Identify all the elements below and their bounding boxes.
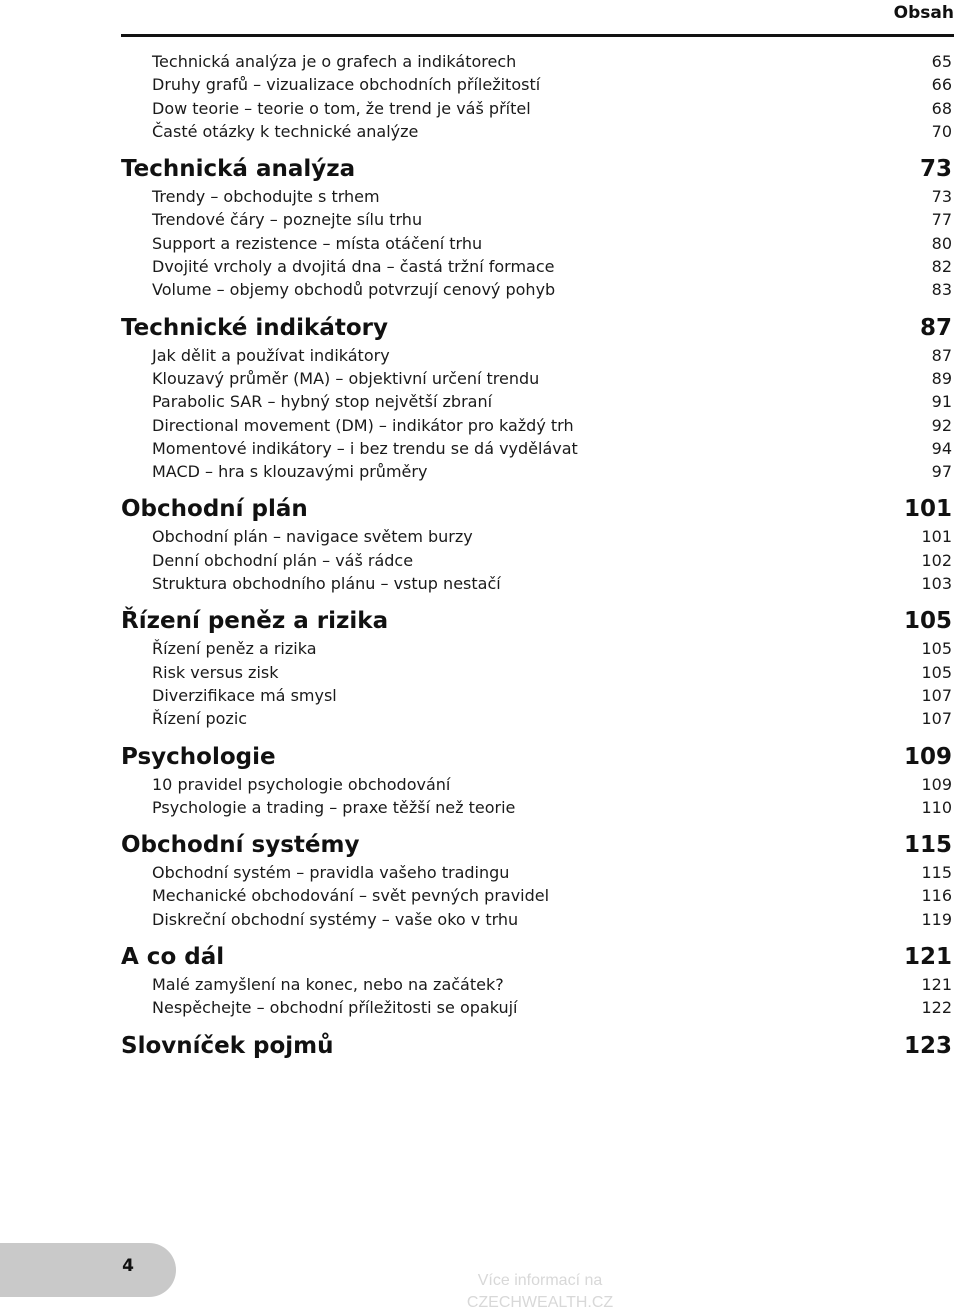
toc-entry xyxy=(0,414,960,437)
toc-entry xyxy=(0,549,960,572)
entry-page-number: 94 xyxy=(931,438,952,458)
entry-title: 10 pravidel psychologie obchodování xyxy=(152,774,451,794)
toc-entry xyxy=(0,908,960,931)
entry-page-number: 73 xyxy=(931,187,952,207)
chapter-title: A co dál xyxy=(121,944,225,971)
entry-page-number: 122 xyxy=(921,998,952,1018)
entry-title: Support a rezistence – místa otáčení trhu xyxy=(152,233,483,253)
entry-page-number: 66 xyxy=(931,75,952,95)
toc-entry xyxy=(0,278,960,301)
chapter-title: Obchodní systémy xyxy=(121,832,360,859)
toc-section xyxy=(0,50,960,143)
toc-entry xyxy=(0,684,960,707)
toc-entry xyxy=(0,50,960,73)
toc-entry xyxy=(0,996,960,1019)
toc-chapter-heading xyxy=(0,942,960,973)
entry-title: Mechanické obchodování – svět pevných pravidel xyxy=(152,886,550,906)
entry-page-number: 87 xyxy=(931,345,952,365)
entry-page-number: 105 xyxy=(921,639,952,659)
chapter-page-number: 105 xyxy=(903,608,952,635)
entry-title: Parabolic SAR – hybný stop největší zbraní xyxy=(152,392,493,412)
entry-title: Risk versus zisk xyxy=(152,662,279,682)
entry-page-number: 70 xyxy=(931,121,952,141)
entry-page-number: 107 xyxy=(921,685,952,705)
chapter-page-number: 109 xyxy=(903,743,952,770)
toc-entry xyxy=(0,884,960,907)
entry-page-number: 115 xyxy=(921,863,952,883)
toc-entry xyxy=(0,390,960,413)
entry-title: Volume – objemy obchodů potvrzují cenový pohyb xyxy=(152,280,556,300)
entry-title: Diskreční obchodní systémy – vaše oko v trhu xyxy=(152,909,519,929)
toc-section xyxy=(0,830,960,931)
toc-entry xyxy=(0,973,960,996)
entry-title: Trendové čáry – poznejte sílu trhu xyxy=(152,210,423,230)
chapter-page-number: 123 xyxy=(903,1032,952,1059)
toc-section xyxy=(0,313,960,484)
entry-page-number: 77 xyxy=(931,210,952,230)
page-number: 4 xyxy=(122,1256,134,1276)
page-number-tab xyxy=(0,1243,176,1297)
entry-page-number: 82 xyxy=(931,257,952,277)
entry-title: Jak dělit a používat indikátory xyxy=(152,345,390,365)
table-of-contents xyxy=(0,50,960,1073)
entry-title: Druhy grafů – vizualizace obchodních příležitostí xyxy=(152,75,541,95)
toc-section xyxy=(0,942,960,1020)
chapter-page-number: 101 xyxy=(903,496,952,523)
toc-entry xyxy=(0,796,960,819)
chapter-page-number: 87 xyxy=(919,314,952,341)
toc-entry xyxy=(0,661,960,684)
entry-page-number: 103 xyxy=(921,574,952,594)
entry-title: Obchodní plán – navigace světem burzy xyxy=(152,527,473,547)
entry-title: Psychologie a trading – praxe těžší než teorie xyxy=(152,797,516,817)
entry-title: Directional movement (DM) – indikátor pro každý trh xyxy=(152,415,574,435)
toc-section xyxy=(0,154,960,301)
entry-page-number: 65 xyxy=(931,52,952,71)
entry-page-number: 89 xyxy=(931,368,952,388)
entry-title: Dow teorie – teorie o tom, že trend je váš přítel xyxy=(152,98,531,118)
toc-entry xyxy=(0,344,960,367)
entry-page-number: 80 xyxy=(931,233,952,253)
toc-entry xyxy=(0,232,960,255)
toc-chapter-heading xyxy=(0,1031,960,1062)
chapter-title: Technická analýza xyxy=(121,156,356,183)
entry-page-number: 97 xyxy=(931,462,952,482)
toc-entry xyxy=(0,460,960,483)
chapter-title: Psychologie xyxy=(121,743,276,770)
toc-chapter-heading xyxy=(0,313,960,344)
toc-entry xyxy=(0,773,960,796)
entry-page-number: 83 xyxy=(931,280,952,300)
entry-title: Nespěchejte – obchodní příležitosti se opakují xyxy=(152,998,518,1018)
entry-title: Řízení peněz a rizika xyxy=(152,639,317,659)
toc-entry xyxy=(0,707,960,730)
toc-entry xyxy=(0,185,960,208)
entry-page-number: 121 xyxy=(921,975,952,995)
entry-title: Malé zamyšlení na konec, nebo na začátek? xyxy=(152,975,504,995)
toc-section xyxy=(0,742,960,820)
entry-page-number: 107 xyxy=(921,709,952,729)
toc-entry xyxy=(0,637,960,660)
entry-title: Obchodní systém – pravidla vašeho tradingu xyxy=(152,863,510,883)
entry-page-number: 109 xyxy=(921,774,952,794)
toc-entry xyxy=(0,73,960,96)
header-rule xyxy=(121,34,954,37)
entry-title: Trendy – obchodujte s trhem xyxy=(152,187,380,207)
entry-title: Denní obchodní plán – váš rádce xyxy=(152,550,414,570)
entry-title: Diverzifikace má smysl xyxy=(152,685,337,705)
toc-chapter-heading xyxy=(0,606,960,637)
toc-entry xyxy=(0,367,960,390)
toc-entry xyxy=(0,525,960,548)
toc-entry xyxy=(0,572,960,595)
entry-page-number: 101 xyxy=(921,527,952,547)
entry-page-number: 116 xyxy=(921,886,952,906)
page-section-title: Obsah xyxy=(893,3,954,23)
entry-title: MACD – hra s klouzavými průměry xyxy=(152,462,428,482)
watermark-line-2: CZECHWEALTH.CZ xyxy=(466,1294,614,1311)
toc-section xyxy=(0,1031,960,1062)
toc-entry xyxy=(0,97,960,120)
toc-entry xyxy=(0,120,960,143)
entry-page-number: 119 xyxy=(921,909,952,929)
entry-title: Dvojité vrcholy a dvojitá dna – častá tržní formace xyxy=(152,257,555,277)
entry-page-number: 102 xyxy=(921,550,952,570)
entry-page-number: 110 xyxy=(921,797,952,817)
entry-page-number: 105 xyxy=(921,662,952,682)
chapter-title: Obchodní plán xyxy=(121,496,308,523)
toc-section xyxy=(0,494,960,595)
entry-title: Klouzavý průměr (MA) – objektivní určení trendu xyxy=(152,368,540,388)
entry-page-number: 68 xyxy=(931,98,952,118)
chapter-title: Řízení peněz a rizika xyxy=(121,608,389,635)
chapter-page-number: 73 xyxy=(919,156,952,183)
chapter-page-number: 121 xyxy=(903,944,952,971)
toc-entry xyxy=(0,255,960,278)
toc-entry xyxy=(0,861,960,884)
watermark xyxy=(460,1270,620,1314)
toc-chapter-heading xyxy=(0,742,960,773)
toc-entry xyxy=(0,437,960,460)
toc-section xyxy=(0,606,960,730)
toc-chapter-heading xyxy=(0,830,960,861)
chapter-page-number: 115 xyxy=(903,832,952,859)
chapter-title: Slovníček pojmů xyxy=(121,1032,334,1059)
entry-title: Struktura obchodního plánu – vstup nestačí xyxy=(152,574,501,594)
entry-title: Technická analýza je o grafech a indikátorech xyxy=(152,52,517,71)
entry-title: Momentové indikátory – i bez trendu se dá vydělávat xyxy=(152,438,578,458)
toc-entry xyxy=(0,208,960,231)
chapter-title: Technické indikátory xyxy=(121,314,388,341)
entry-page-number: 92 xyxy=(931,415,952,435)
entry-title: Časté otázky k technické analýze xyxy=(152,121,419,141)
entry-page-number: 91 xyxy=(931,392,952,412)
toc-chapter-heading xyxy=(0,494,960,525)
watermark-line-1: Více informací na xyxy=(477,1272,603,1289)
toc-chapter-heading xyxy=(0,154,960,185)
entry-title: Řízení pozic xyxy=(152,709,248,729)
